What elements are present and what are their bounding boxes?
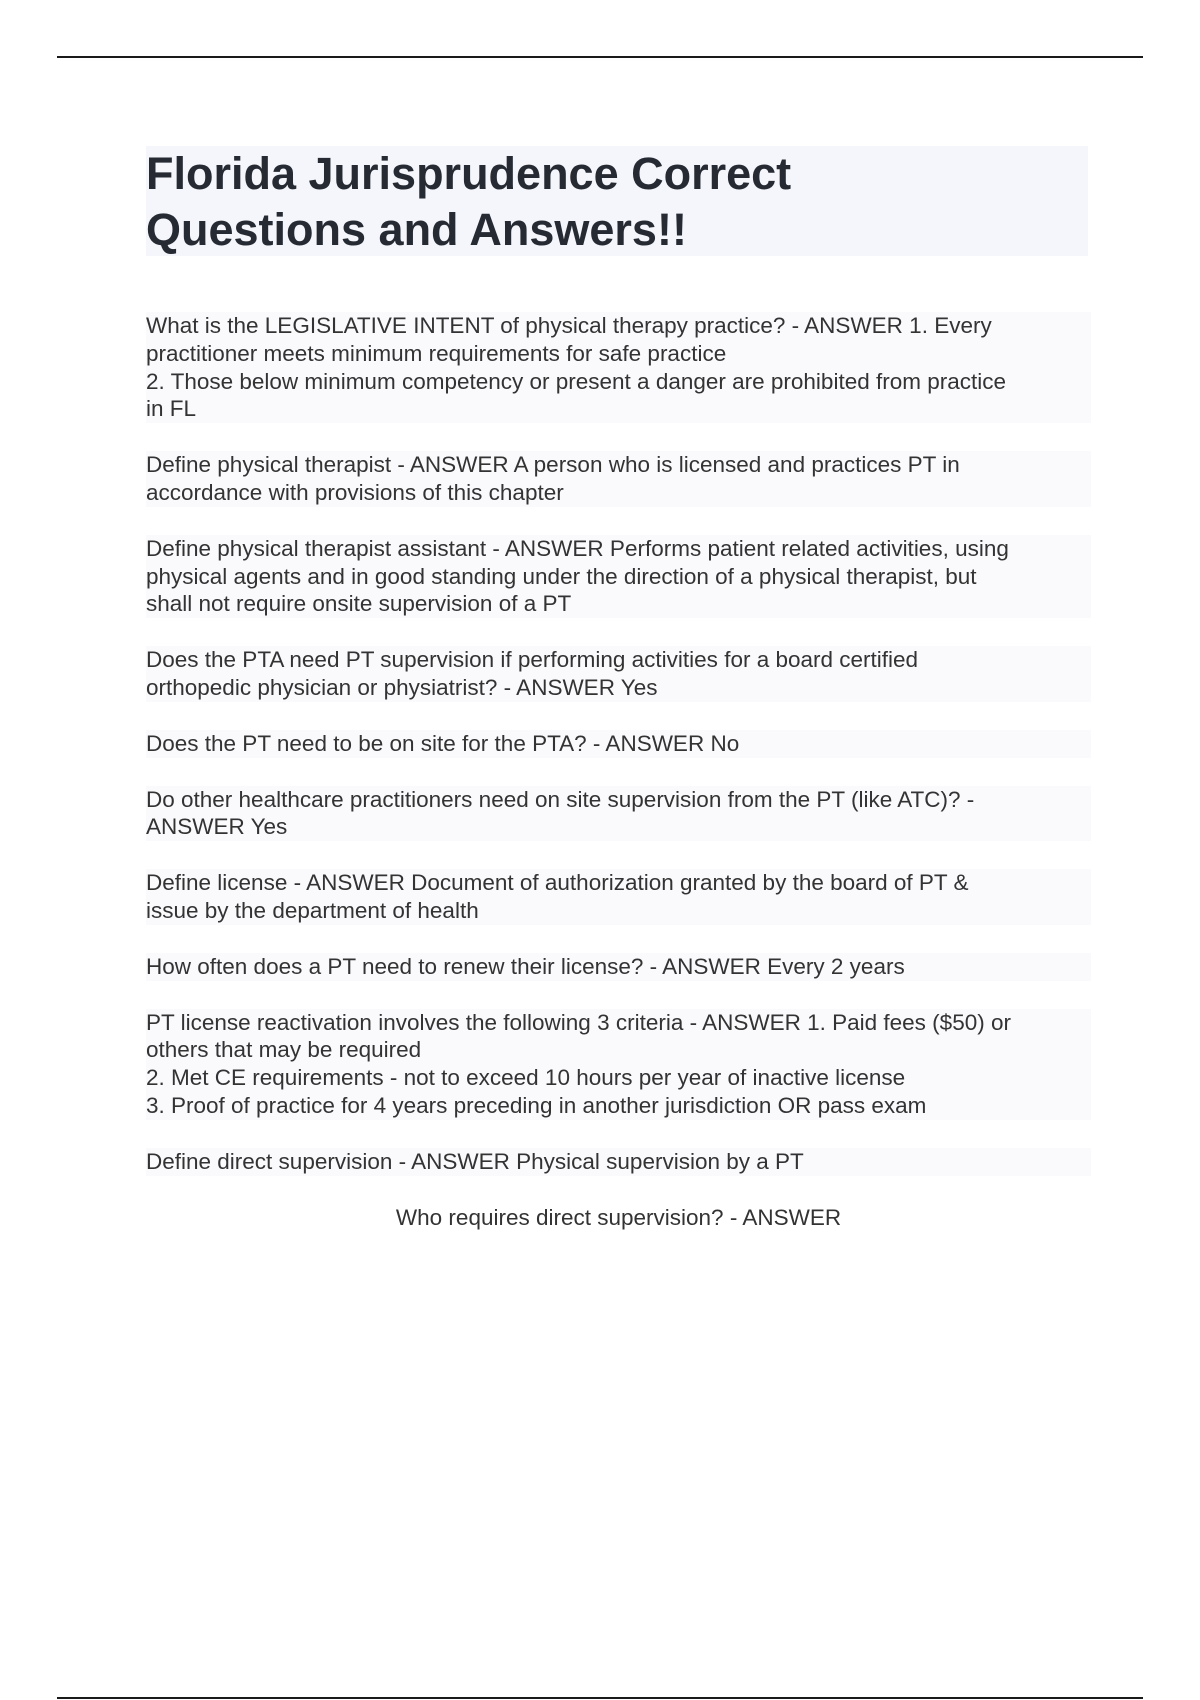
qa-line: practitioner meets minimum requirements for safe practice [146, 340, 727, 366]
qa-line: Define physical therapist assistant - ANSWER Performs patient related activities, using [146, 535, 1009, 561]
qa-line: Define license - ANSWER Document of authorization granted by the board of PT & [146, 870, 969, 896]
qa-line: Define physical therapist - ANSWER A person who is licensed and practices PT in [146, 452, 960, 478]
qa-line: ANSWER Yes [146, 814, 288, 840]
top-rule [57, 56, 1143, 58]
qa-list [146, 312, 1091, 1259]
qa-line: shall not require onsite supervision of a PT [146, 591, 572, 617]
qa-line: What is the LEGISLATIVE INTENT of physical therapy practice? - ANSWER 1. Every [146, 313, 992, 338]
qa-item-define-pta [146, 535, 1091, 618]
qa-item-reactivation [146, 1009, 1091, 1120]
title-line-2: Questions and Answers!! [146, 204, 687, 255]
qa-line: accordance with provisions of this chapter [146, 479, 564, 505]
qa-line: others that may be required [146, 1037, 422, 1063]
page-title [146, 146, 1088, 258]
qa-item-renewal [146, 953, 1091, 981]
qa-item-pt-on-site [146, 730, 1091, 758]
qa-line: 2. Those below minimum competency or present a danger are prohibited from practice [146, 368, 1007, 394]
qa-line: 3. Proof of practice for 4 years preceding in another jurisdiction OR pass exam [146, 1092, 927, 1118]
qa-line: 2. Met CE requirements - not to exceed 10 hours per year of inactive license [146, 1065, 906, 1091]
bottom-rule [57, 1697, 1143, 1699]
qa-line: Define direct supervision - ANSWER Physical supervision by a PT [146, 1148, 804, 1174]
qa-line: PT license reactivation involves the following 3 criteria - ANSWER 1. Paid fees ($50) or [146, 1009, 1011, 1035]
title-line-1: Florida Jurisprudence Correct [146, 148, 792, 199]
qa-item-define-license [146, 869, 1091, 925]
qa-line: physical agents and in good standing under the direction of a physical therapist, but [146, 563, 977, 589]
qa-item-define-pt [146, 451, 1091, 507]
qa-line: Who requires direct supervision? - ANSWER [395, 1204, 842, 1230]
qa-line: Do other healthcare practitioners need on site supervision from the PT (like ATC)? - [146, 786, 975, 812]
qa-item-legislative-intent [146, 312, 1091, 423]
qa-line: Does the PT need to be on site for the PTA? - ANSWER No [146, 730, 740, 756]
qa-item-pta-supervision [146, 646, 1091, 702]
qa-line: orthopedic physician or physiatrist? - ANSWER Yes [146, 674, 658, 700]
qa-item-direct-supervision [146, 1148, 1091, 1176]
title-block [146, 146, 1088, 256]
qa-line: issue by the department of health [146, 897, 479, 923]
qa-item-other-practitioners [146, 786, 1091, 842]
qa-line: in FL [146, 396, 197, 422]
qa-item-trailing-question [146, 1204, 1091, 1232]
qa-line: Does the PTA need PT supervision if performing activities for a board certified [146, 647, 919, 673]
qa-line: How often does a PT need to renew their license? - ANSWER Every 2 years [146, 953, 905, 979]
